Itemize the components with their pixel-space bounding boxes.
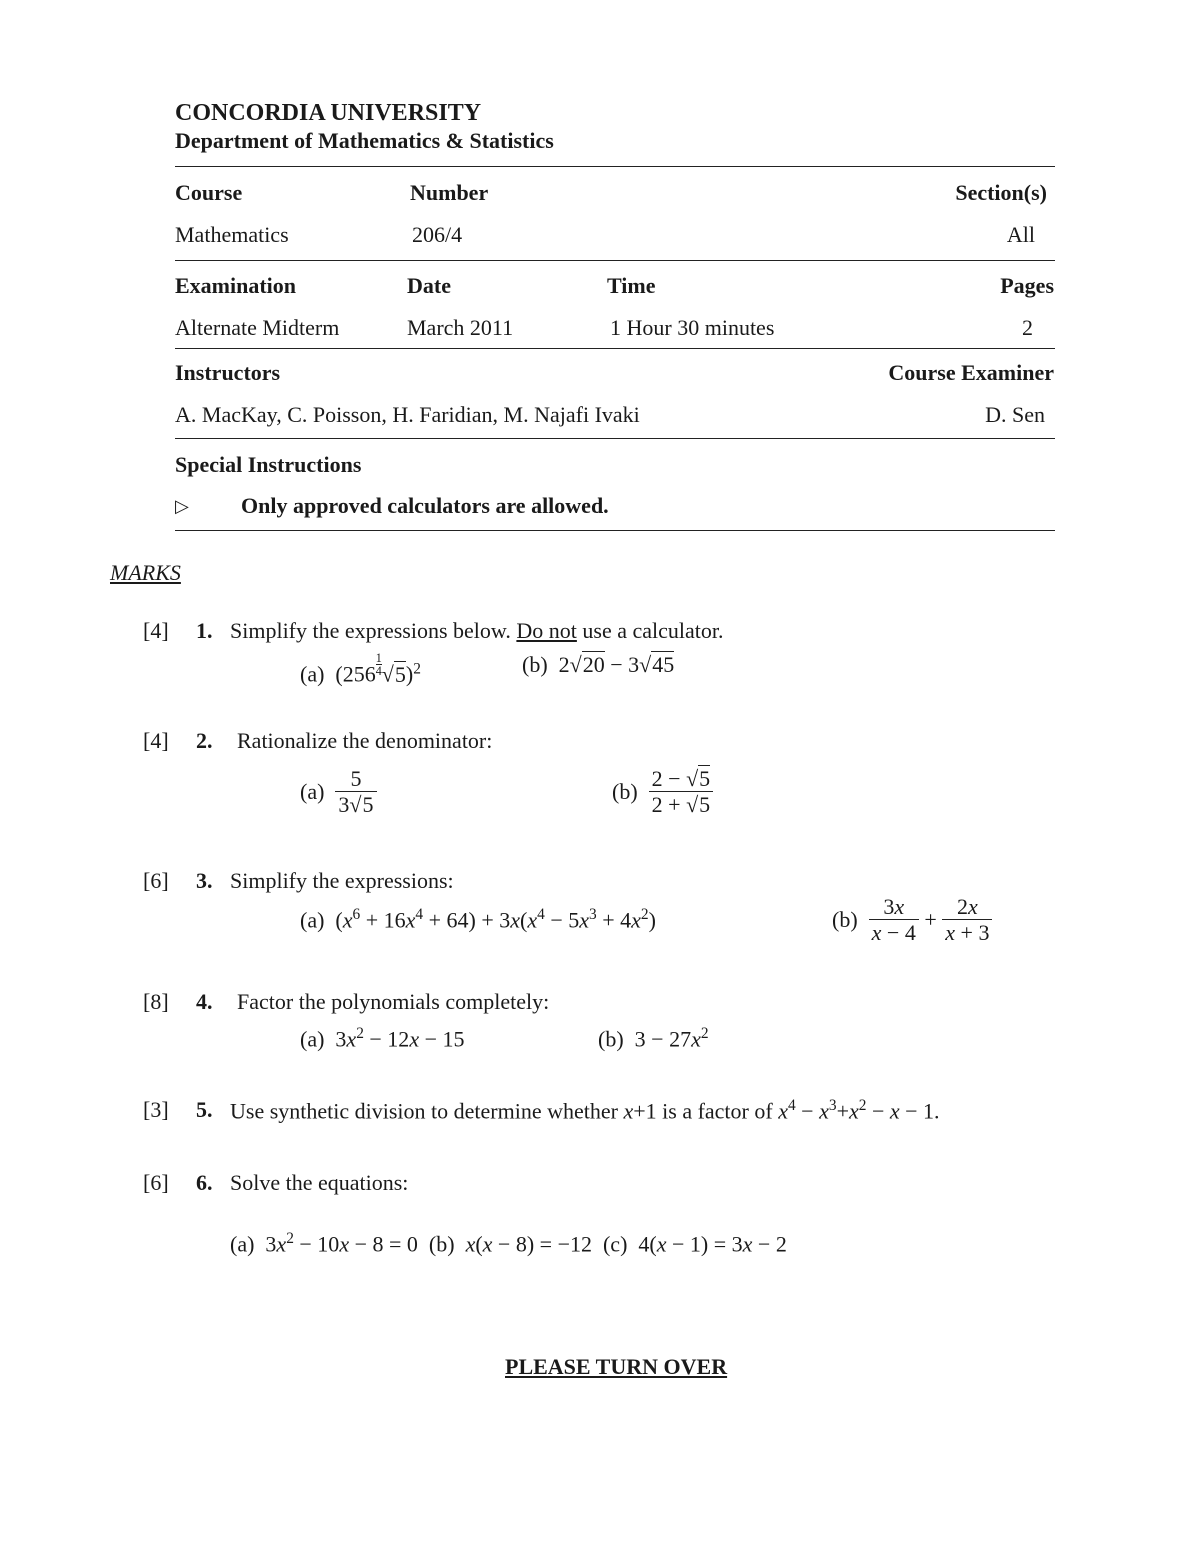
- question-1a: (a) (256 $\frac{1}{4}$ √5)$^2$: [300, 651, 421, 687]
- course-header: Course: [175, 180, 243, 205]
- divider: [175, 166, 1055, 167]
- instructors-value: A. MacKay, C. Poisson, H. Faridian, M. Najafi Ivaki: [175, 402, 640, 427]
- department-name: Department of Mathematics & Statistics: [175, 128, 554, 153]
- course-examiner-value: D. Sen: [985, 402, 1045, 427]
- question-2b: (b) $\frac{2 - √5}{2 + √5}$: [612, 766, 713, 818]
- divider: [175, 260, 1055, 261]
- university-name: CONCORDIA UNIVERSITY: [175, 100, 482, 126]
- special-instructions-text: Only approved calculators are allowed.: [241, 493, 609, 518]
- question-3a: (a) $(x^6 + 16x^4 + 64) + 3x(x^4 - 5x^3 + 4x^2)$: [300, 906, 656, 933]
- marks-q3: [6]: [143, 868, 169, 893]
- question-number-6: 6.: [196, 1170, 213, 1195]
- question-4b: (b) $3 - 27x^2$: [598, 1025, 709, 1052]
- question-number-3: 3.: [196, 868, 213, 893]
- question-text-2: Rationalize the denominator:: [237, 728, 493, 753]
- question-number-2: 2.: [196, 728, 213, 753]
- marks-q1: [4]: [143, 618, 169, 643]
- divider: [175, 348, 1055, 349]
- divider: [175, 438, 1055, 439]
- course-value: Mathematics: [175, 222, 289, 247]
- question-number-5: 5.: [196, 1097, 213, 1122]
- question-6-parts: (a) $3x^2 - 10x - 8 = 0$ (b) x(x − 8) = −12 (c) 4(x − 1) = 3x − 2: [230, 1230, 787, 1257]
- pages-header: Pages: [1000, 273, 1054, 298]
- question-text-4: Factor the polynomials completely:: [237, 989, 550, 1014]
- question-number-1: 1.: [196, 618, 213, 643]
- examination-header: Examination: [175, 273, 297, 298]
- question-3b: (b) $\frac{3x}{x - 4}$ + $\frac{2x}{x + 3}$: [832, 894, 992, 946]
- triangle-bullet-icon: ▷: [175, 496, 189, 516]
- number-value: 206/4: [412, 222, 463, 247]
- pages-value: 2: [1022, 315, 1033, 340]
- question-2a: (a) $\frac{5}{3√5}$: [300, 766, 377, 818]
- number-header: Number: [410, 180, 489, 205]
- question-1b: (b) 2√20 − 3√45: [522, 652, 675, 677]
- question-text-3: Simplify the expressions:: [230, 868, 454, 893]
- question-number-4: 4.: [196, 989, 213, 1014]
- question-text-1: Simplify the expressions below. Do not use a calculator.: [230, 618, 724, 643]
- marks-q4: [8]: [143, 989, 169, 1014]
- marks-q2: [4]: [143, 728, 169, 753]
- date-header: Date: [407, 273, 451, 298]
- special-instructions-header: Special Instructions: [175, 452, 362, 477]
- divider: [175, 530, 1055, 531]
- please-turn-over: PLEASE TURN OVER: [505, 1354, 728, 1379]
- marks-label: MARKS: [110, 560, 181, 585]
- question-text-6: Solve the equations:: [230, 1170, 409, 1195]
- question-text-5: Use synthetic division to determine whether x+1 is a factor of $x^4 - x^3+x^2 - x - 1$.: [230, 1097, 940, 1124]
- time-header: Time: [607, 273, 656, 298]
- course-examiner-header: Course Examiner: [888, 360, 1054, 385]
- marks-q5: [3]: [143, 1097, 169, 1122]
- instructors-header: Instructors: [175, 360, 281, 385]
- time-value: 1 Hour 30 minutes: [610, 315, 775, 340]
- sections-header: Section(s): [955, 180, 1047, 205]
- sections-value: All: [1006, 222, 1035, 247]
- marks-q6: [6]: [143, 1170, 169, 1195]
- question-4a: (a) $3x^2 - 12x - 15$: [300, 1025, 465, 1052]
- date-value: March 2011: [407, 315, 514, 340]
- examination-value: Alternate Midterm: [175, 315, 340, 340]
